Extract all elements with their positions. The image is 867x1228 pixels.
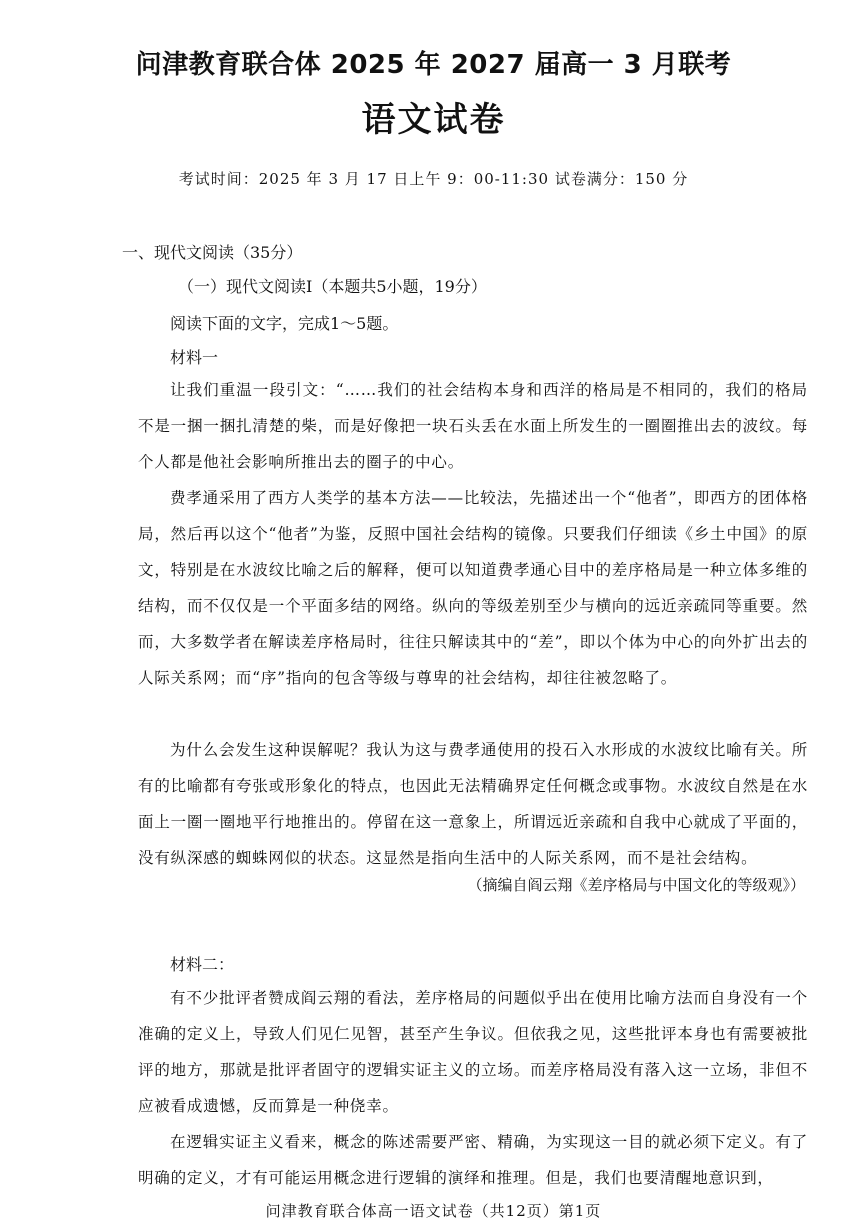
material2-paragraph-2: 在逻辑实证主义看来，概念的陈述需要严密、精确，为实现这一目的就必须下定义。有了明确的定义，才有可能运用概念进行逻辑的演绎和推理。但是，我们也要清醒地意识到， bbox=[138, 1133, 808, 1187]
material1-paragraph-2: 费孝通采用了西方人类学的基本方法——比较法，先描述出一个“他者”，即西方的团体格局，然后再以这个“他者”为鉴，反照中国社会结构的镜像。只要我们仔细读《乡土中国》的原文，特别是在水波纹比喻之后的解释，便可以知道费孝通心目中的差序格局是一种立体多维的结构，而不仅仅是一个平面多结的网络。纵向的等级差别至少与横向的远近亲疏同等重要。然而，大多数学者在解读差序格局时，往往只解读其中的“差”，即以个体为中心的向外扩出去的人际关系网；而“序”指向的包含等级与尊卑的社会结构，却往往被忽略了。 bbox=[138, 489, 808, 687]
section-heading: 一、现代文阅读（35分） bbox=[122, 243, 303, 262]
section-subheading: （一）现代文阅读Ⅰ（本题共5小题，19分） bbox=[178, 277, 487, 296]
material2-paragraph-1: 有不少批评者赞成阎云翔的看法，差序格局的问题似乎出在使用比喻方法而自身没有一个准确的定义上，导致人们见仁见智，甚至产生争议。但依我之见，这些批评本身也有需要被批评的地方，那就是批评者固守的逻辑实证主义的立场。而差序格局没有落入这一立场，非但不应被看成遗憾，反而算是一种侥幸。 bbox=[138, 989, 808, 1115]
material2-label: 材料二： bbox=[170, 955, 235, 974]
page-footer: 问津教育联合体高一语文试卷（共12页）第1页 bbox=[265, 1202, 602, 1220]
material1-paragraph-3: 为什么会发生这种误解呢？我认为这与费孝通使用的投石入水形成的水波纹比喻有关。所有的比喻都有夸张或形象化的特点，也因此无法精确界定任何概念或事物。水波纹自然是在水面上一圈一圈地平行地推出的。停留在这一意象上，所谓远近亲疏和自我中心就成了平面的，没有纵深感的蜘蛛网似的状态。这显然是指向生活中的人际关系网，而不是社会结构。 bbox=[138, 741, 808, 867]
instruction-text: 阅读下面的文字，完成1～5题。 bbox=[170, 314, 399, 333]
exam-info: 考试时间：2025 年 3 月 17 日上午 9：00-11:30 试卷满分：150 分 bbox=[178, 170, 689, 188]
material1-paragraph-1: 让我们重温一段引文：“……我们的社会结构本身和西洋的格局是不相同的，我们的格局不是一捆一捆扎清楚的柴，而是好像把一块石头丢在水面上所发生的一圈圈推出去的波纹。每个人都是他社会影响所推出去的圈子的中心。 bbox=[138, 381, 808, 471]
exam-header: 问津教育联合体 2025 年 2027 届高一 3 月联考 bbox=[135, 50, 732, 80]
page-title: 语文试卷 bbox=[361, 100, 506, 140]
material1-label: 材料一 bbox=[170, 348, 219, 367]
material1-source: （摘编自阎云翔《差序格局与中国文化的等级观》） bbox=[467, 876, 805, 894]
